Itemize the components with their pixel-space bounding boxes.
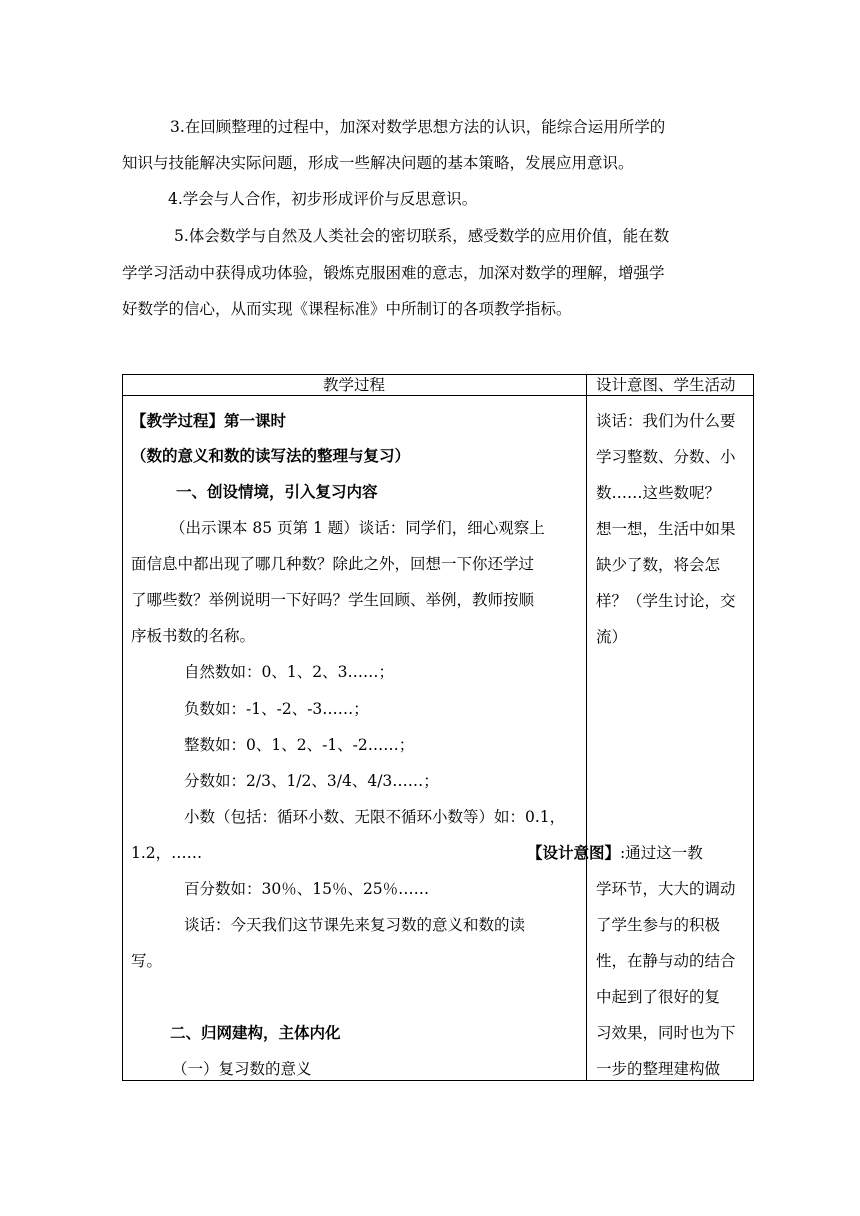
right-line-7: 流） bbox=[596, 628, 628, 646]
talk-line2: 写。 bbox=[131, 952, 163, 970]
right-line-4: 想一想，生活中如果 bbox=[596, 520, 736, 538]
para1-line1: （出示课本 85 页第 1 题）谈话：同学们，细心观察上 bbox=[170, 519, 545, 537]
para1-line3: 了哪些数？举例说明一下好吗？学生回顾、举例，教师按顺 bbox=[131, 591, 535, 609]
intro-p5-line1: 5.体会数学与自然及人类社会的密切联系，感受数学的应用价值，能在数 bbox=[174, 227, 670, 245]
intro-p5-line2: 学学习活动中获得成功体验，锻炼克服困难的意志，加深对数学的理解，增强学 bbox=[122, 264, 665, 282]
right-line-5: 缺少了数，将会怎 bbox=[596, 556, 721, 574]
design-intent-line-5: 中起到了很好的复 bbox=[596, 988, 721, 1006]
right-line-3: 数……这些数呢？ bbox=[596, 484, 721, 502]
subsection-1-heading: （一）复习数的意义 bbox=[172, 1060, 312, 1078]
decimals-line1: 小数（包括：循环小数、无限不循环小数等）如：0.1， bbox=[184, 808, 566, 826]
design-intent-line-6: 习效果，同时也为下 bbox=[596, 1024, 736, 1042]
natural-numbers: 自然数如：0、1、2、3……； bbox=[184, 663, 394, 681]
intro-p3-line2: 知识与技能解决实际问题，形成一些解决问题的基本策略，发展应用意识。 bbox=[122, 154, 634, 172]
talk-line1: 谈话：今天我们这节课先来复习数的意义和数的读 bbox=[184, 916, 526, 934]
negative-numbers: 负数如：-1、-2、-3……； bbox=[184, 700, 369, 718]
header-teaching-process: 教学过程 bbox=[322, 376, 385, 394]
design-intent-line-7: 一步的整理建构做 bbox=[596, 1060, 721, 1078]
section-2-heading: 二、归网建构，主体内化 bbox=[170, 1023, 341, 1042]
percentages: 百分数如：30％、15％、25％…… bbox=[184, 880, 430, 898]
lesson-title: 【教学过程】第一课时 bbox=[131, 411, 287, 430]
header-design-intent: 设计意图、学生活动 bbox=[596, 376, 736, 394]
right-line-2: 学习整数、分数、小 bbox=[596, 448, 736, 466]
design-intent-text: :通过这一教 bbox=[620, 844, 703, 862]
design-intent-cell bbox=[527, 396, 753, 1080]
intro-p5-line3: 好数学的信心，从而实现《课程标准》中所制订的各项教学指标。 bbox=[122, 300, 572, 318]
lesson-topic: （数的意义和数的读写法的整理与复习） bbox=[131, 446, 411, 465]
para1-line4: 序板书数的名称。 bbox=[131, 627, 256, 645]
intro-p3-line1: 3.在回顾整理的过程中，加深对数学思想方法的认识，能综合运用所学的 bbox=[170, 118, 666, 136]
design-intent-line-4: 性，在静与动的结合 bbox=[596, 952, 736, 970]
design-intent-label: 【设计意图】 bbox=[527, 843, 621, 862]
design-intent-line-1 bbox=[527, 843, 703, 863]
decimals-line2: 1.2，…… bbox=[131, 844, 203, 862]
design-intent-line-3: 了学生参与的积极 bbox=[596, 916, 721, 934]
integers: 整数如：0、1、2、-1、-2……； bbox=[184, 736, 415, 754]
para1-line2: 面信息中都出现了哪几种数？除此之外，回想一下你还学过 bbox=[131, 555, 535, 573]
design-intent-line-2: 学环节，大大的调动 bbox=[596, 880, 736, 898]
intro-p4: 4.学会与人合作，初步形成评价与反思意识。 bbox=[168, 190, 478, 208]
right-line-1: 谈话：我们为什么要 bbox=[596, 412, 736, 430]
fractions: 分数如：2/3、1/2、3/4、4/3……； bbox=[184, 772, 439, 790]
right-line-6: 样？（学生讨论，交 bbox=[596, 592, 736, 610]
section-1-heading: 一、创设情境，引入复习内容 bbox=[176, 482, 378, 501]
